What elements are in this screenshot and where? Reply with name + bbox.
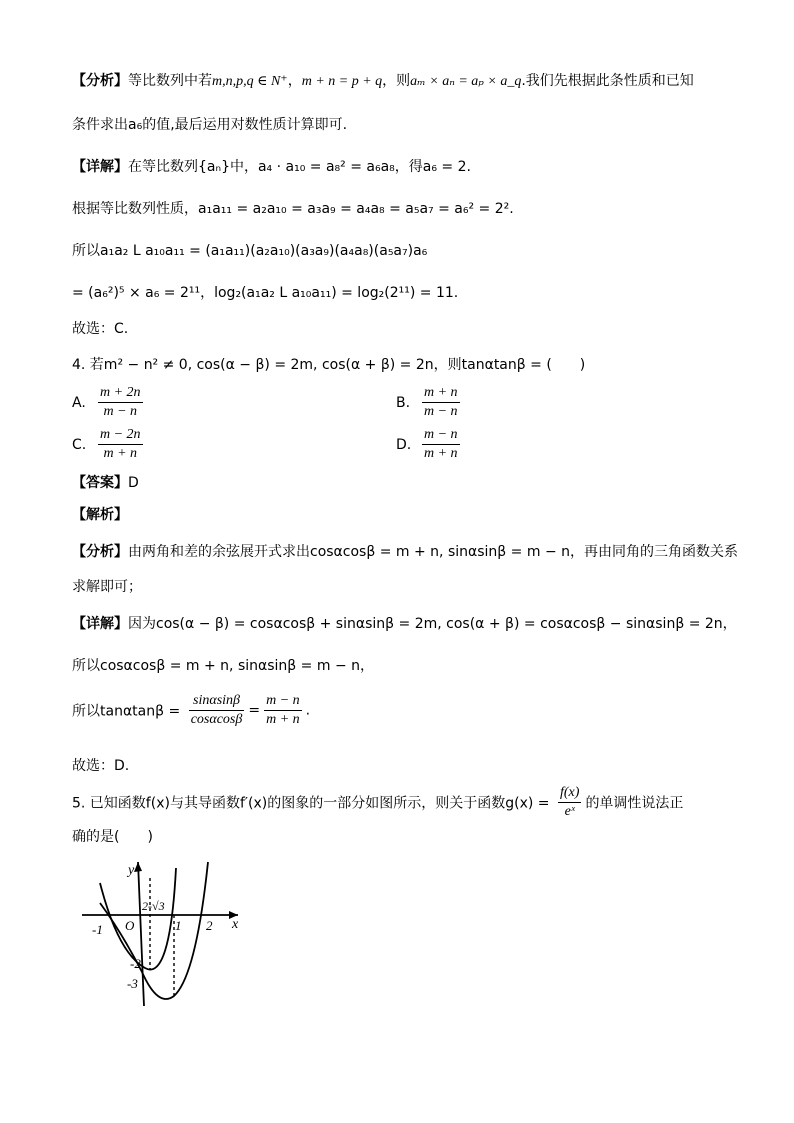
text: 5. 已知函数f(x)与其导函数f′(x)的图象的一部分如图所示，则关于函数g(x) = <box>72 795 554 812</box>
denominator: m + n <box>266 712 300 727</box>
detail-2-line-1 <box>72 613 737 633</box>
tick-label-neg1: -1 <box>92 922 103 937</box>
tick-label-neg3: -3 <box>127 976 138 991</box>
analysis-line-1 <box>72 70 694 90</box>
text: 等比数列中若 <box>128 73 212 89</box>
text: 由两角和差的余弦展开式求出cosαcosβ = m + n, sinαsinβ = m − n，再由同角的三角函数关系 <box>128 544 738 560</box>
detail-line-1 <box>72 156 471 176</box>
numerator: m − n <box>264 692 302 711</box>
question-4-stem: 4. 若m² − n² ≠ 0, cos(α − β) = 2m, cos(α + β) = 2n，则tanαtanβ = ( ) <box>72 357 586 373</box>
text: ， <box>287 73 302 89</box>
detail-2-line-2: 所以cosαcosβ = m + n, sinαsinβ = m − n， <box>72 658 374 674</box>
detail-line-3: 所以a₁a₂ L a₁₀a₁₁ = (a₁a₁₁)(a₂a₁₀)(a₃a₉)(a₄a₈)(a₅a₇)a₆ <box>72 243 428 259</box>
detail-2-line-3 <box>72 692 310 729</box>
denominator: m − n <box>424 404 458 419</box>
y-axis-arrow <box>134 862 142 872</box>
y-axis-label: y <box>128 863 135 878</box>
detail-line-2: 根据等比数列性质，a₁a₁₁ = a₂a₁₀ = a₃a₉ = a₄a₈ = a₅a₇ = a₆² = 2². <box>72 201 514 217</box>
origin-label: O <box>125 918 135 933</box>
period: . <box>305 702 311 719</box>
numerator: f(x) <box>558 784 581 803</box>
analysis-tag: 【分析】 <box>72 544 128 560</box>
text: .我们先根据此条性质和已知 <box>521 73 694 89</box>
question-5-line-2: 确的是( ) <box>72 829 153 845</box>
answer-tag: 【答案】 <box>72 475 128 491</box>
question-5-line-1 <box>72 784 683 821</box>
choice-line-1: 故选：C. <box>72 321 129 337</box>
jiexi-tag: 【解析】 <box>72 507 128 523</box>
detail-line-4: = (a₆²)⁵ × a₆ = 2¹¹，log₂(a₁a₂ L a₁₀a₁₁) = log₂(2¹¹) = 11. <box>72 285 459 301</box>
option-label: C. <box>72 436 87 453</box>
denominator: m + n <box>424 446 458 461</box>
answer-line <box>72 472 139 492</box>
text: 的单调性说法正 <box>585 795 684 812</box>
label-2-minus-sqrt3: 2-√3 <box>142 899 165 913</box>
tick-label-1: 1 <box>175 918 182 933</box>
option-a <box>72 384 147 421</box>
text: 所以tanαtanβ = <box>72 703 185 720</box>
numerator: m − n <box>422 426 460 445</box>
math: m + n = p + q <box>301 74 383 89</box>
answer-value: D <box>128 475 139 491</box>
numerator: m + 2n <box>98 384 143 403</box>
option-label: D. <box>396 436 412 453</box>
option-label: B. <box>396 394 411 411</box>
function-graph-figure <box>78 858 248 1008</box>
text: 在等比数列{aₙ}中，a₄ · a₁₀ = a₈² = a₆a₈，得a₆ = 2. <box>128 159 471 175</box>
choice-line-2: 故选：D. <box>72 758 130 774</box>
denominator: cosαcosβ <box>190 712 243 727</box>
option-label: A. <box>72 394 86 411</box>
detail-tag: 【详解】 <box>72 159 128 175</box>
analysis-2-line-2: 求解即可； <box>72 579 142 595</box>
denominator: m + n <box>103 446 138 461</box>
denominator: m − n <box>103 404 138 419</box>
numerator: m + n <box>422 384 460 403</box>
tick-label-neg2: -2 <box>130 956 141 971</box>
numerator: sinαsinβ <box>189 692 245 711</box>
analysis-2-line-1 <box>72 541 738 561</box>
tick-label-2: 2 <box>206 918 213 933</box>
numerator: m − 2n <box>98 426 143 445</box>
detail-tag: 【详解】 <box>72 616 128 632</box>
x-axis-label: x <box>232 917 239 932</box>
option-c <box>72 426 147 463</box>
analysis-line-2: 条件求出a₆的值,最后运用对数性质计算即可. <box>72 117 348 133</box>
math: m,n,p,q ∈ N⁺ <box>212 74 288 89</box>
text: 因为cos(α − β) = cosαcosβ + sinαsinβ = 2m, cos(α + β) = cosαcosβ − sinαsinβ = 2n， <box>128 616 737 632</box>
y-axis-line <box>138 862 144 1006</box>
option-d <box>396 426 464 463</box>
equals: = <box>248 702 261 719</box>
math: aₘ × aₙ = aₚ × a_q <box>410 74 522 89</box>
analysis-tag: 【分析】 <box>72 73 128 89</box>
denominator: eˣ <box>564 804 575 819</box>
option-b <box>396 384 464 421</box>
text: ，则 <box>382 73 411 89</box>
jiexi-line <box>72 504 128 524</box>
